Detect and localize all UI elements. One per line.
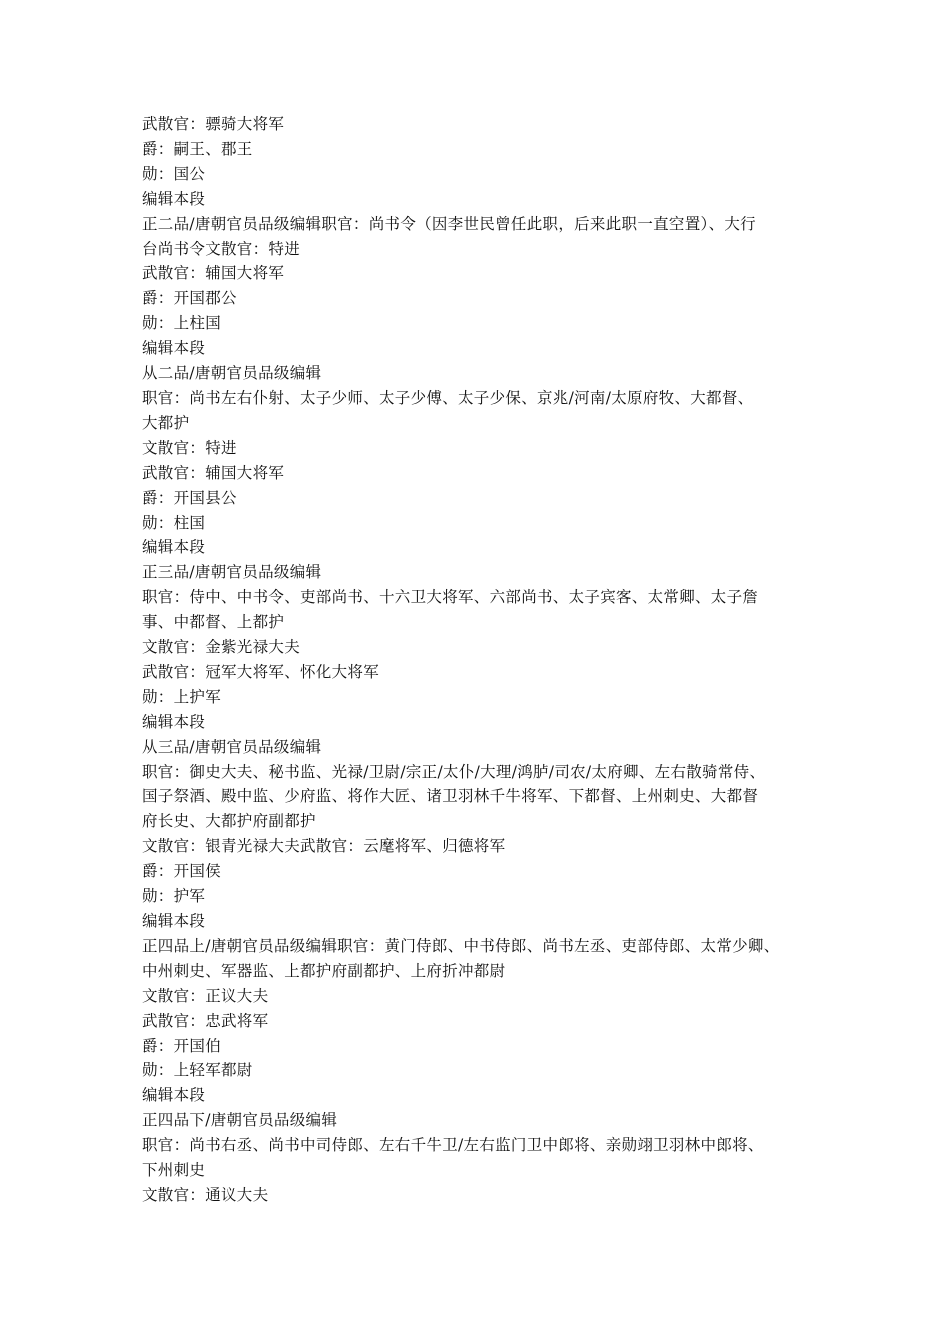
text-line: 武散官：骠骑大将军 xyxy=(142,115,285,133)
text-line: 中州刺史、军器监、上都护府副都护、上府折冲都尉 xyxy=(142,961,506,980)
text-line: 台尚书令文散官：特进 xyxy=(142,239,301,258)
text-line: 职官：御史大夫、秘书监、光禄/卫尉/宗正/太仆/大理/鸿胪/司农/太府卿、左右散骑常侍、 xyxy=(142,762,766,781)
text-line: 武散官：辅国大将军 xyxy=(142,264,285,283)
section-heading: 从三品/唐朝官员品级编辑 xyxy=(142,737,322,756)
section-heading: 正三品/唐朝官员品级编辑 xyxy=(142,563,322,582)
text-line: 文散官：通议大夫 xyxy=(142,1185,269,1204)
text-line: 爵：嗣王、郡王 xyxy=(142,139,253,158)
section-heading: 正四品下/唐朝官员品级编辑 xyxy=(142,1111,338,1130)
text-line: 国子祭酒、殿中监、少府监、将作大匠、诸卫羽林千牛将军、下都督、上州刺史、大都督 xyxy=(142,787,759,806)
text-line: 大都护 xyxy=(142,413,190,432)
text-line: 勋：上柱国 xyxy=(142,314,222,333)
text-line: 府长史、大都护府副都护 xyxy=(142,812,316,831)
text-line: 文散官：金紫光禄大夫 xyxy=(142,638,301,657)
text-line: 文散官：银青光禄大夫武散官：云麾将军、归德将军 xyxy=(142,837,506,856)
text-line: 职官：尚书左右仆射、太子少师、太子少傅、太子少保、京兆/河南/太原府牧、大都督、 xyxy=(142,388,754,407)
text-line: 勋：国公 xyxy=(142,164,206,183)
text-line: 爵：开国郡公 xyxy=(142,289,237,308)
text-line: 下州刺史 xyxy=(142,1161,206,1180)
text-line: 事、中都督、上都护 xyxy=(142,613,285,632)
text-line: 勋：柱国 xyxy=(142,513,206,532)
text-line: 职官：侍中、中书令、吏部尚书、十六卫大将军、六部尚书、太子宾客、太常卿、太子詹 xyxy=(142,588,759,607)
text-line: 爵：开国侯 xyxy=(142,862,222,881)
text-line: 武散官：辅国大将军 xyxy=(142,463,285,482)
section-edit-label: 编辑本段 xyxy=(142,912,206,930)
section-edit-label: 编辑本段 xyxy=(142,1086,206,1105)
text-line: 正四品上/唐朝官员品级编辑职官：黄门侍郎、中书侍郎、尚书左丞、吏部侍郎、太常少卿、 xyxy=(142,936,780,955)
text-line: 职官：尚书右丞、尚书中司侍郎、左右千牛卫/左右监门卫中郎将、亲勋翊卫羽林中郎将、 xyxy=(142,1136,764,1155)
text-line: 爵：开国县公 xyxy=(142,488,237,507)
section-heading: 从二品/唐朝官员品级编辑 xyxy=(142,364,322,383)
text-line: 勋：护军 xyxy=(142,887,206,906)
section-edit-label: 编辑本段 xyxy=(142,712,206,731)
text-line: 武散官：忠武将军 xyxy=(142,1011,269,1030)
text-line: 文散官：特进 xyxy=(142,438,237,457)
document-body xyxy=(142,112,832,1208)
section-edit-label: 编辑本段 xyxy=(142,189,206,208)
text-line: 勋：上轻军都尉 xyxy=(142,1061,253,1080)
text-line: 文散官：正议大夫 xyxy=(142,986,269,1005)
section-edit-label: 编辑本段 xyxy=(142,538,206,557)
text-line: 勋：上护军 xyxy=(142,687,222,706)
text-line: 正二品/唐朝官员品级编辑职官：尚书令（因李世民曾任此职，后来此职一直空置）、大行 xyxy=(142,214,756,233)
text-line: 爵：开国伯 xyxy=(142,1036,222,1055)
text-line: 武散官：冠军大将军、怀化大将军 xyxy=(142,662,380,681)
section-edit-label: 编辑本段 xyxy=(142,339,206,358)
